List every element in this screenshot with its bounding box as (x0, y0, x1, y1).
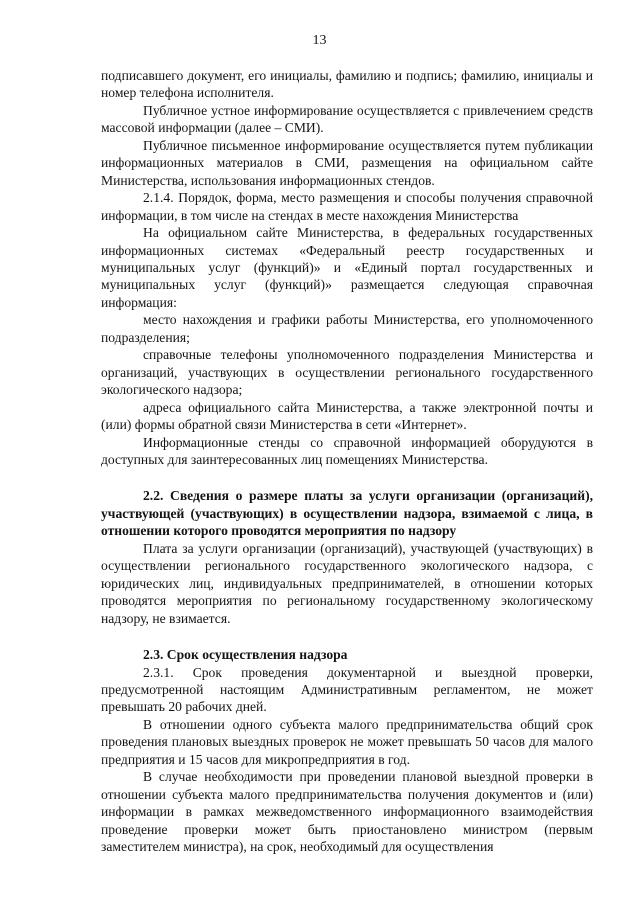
paragraph-info-stands: Информационные стенды со справочной информацией оборудуются в доступных для заинтересованных лиц помещениях Министерства. (101, 434, 593, 467)
list-item-addresses: адреса официального сайта Министерства, а также электронной почты и (или) формы обратной связи Министерства в сети «Интернет». (101, 399, 593, 433)
section-spacer (101, 468, 593, 487)
paragraph-oral-information: Публичное устное информирование осуществляется с привлечением средств массовой информации (далее – СМИ). (101, 102, 593, 136)
paragraph-2-1-4: 2.1.4. Порядок, форма, место размещения и способы получения справочной информации, в том числе на стендах в месте нахождения Министерства (101, 190, 593, 223)
page-number: 13 (312, 33, 327, 48)
section-heading-2-2: 2.2. Сведения о размере платы за услуги организации (организаций), участвующей (участвующих) в осуществлении надзора, взимаемой с лица, в отношении которого проводятся мероприятия по надзору (101, 488, 593, 539)
list-item-phones: справочные телефоны уполномоченного подразделения Министерства и организаций, участвующих в осуществлении регионального государственного экологического надзора; (101, 347, 593, 398)
paragraph-small-business: В отношении одного субъекта малого предпринимательства общий срок проведения плановых выездных проверок не может превышать 50 часов для малого предприятия и 15 часов для микропредприятия в год. (101, 716, 593, 767)
section-heading-2-3: 2.3. Срок осуществления надзора (143, 647, 348, 663)
paragraph-fee: Плата за услуги организации (организаций), участвующей (участвующих) в осуществлении регионального государственного экологического надзора, с юридических лиц, индивидуальных предпринимателей, в отношении которых проводятся мероприятия по региональному государственному экологическому надзору, не взимается. (101, 540, 593, 626)
paragraph-suspension: В случае необходимости при проведении плановой выездной проверки в отношении субъекта малого предпринимательства получения документов и (или) информации в рамках межведомственного информационного взаимодействия проведение проверки может быть приостановлено министром (первым заместителем министра), на срок, необходимый для осуществления (101, 769, 593, 855)
document-body (101, 67, 593, 855)
paragraph-signatory-details: подписавшего документ, его инициалы, фамилию и подпись; фамилию, инициалы и номер телефона исполнителя. (101, 68, 593, 101)
paragraph-written-information: Публичное письменное информирование осуществляется путем публикации информационных материалов в СМИ, размещения на официальном сайте Министерства, использования информационных стендов. (101, 137, 593, 188)
paragraph-official-website: На официальном сайте Министерства, в федеральных государственных информационных системах «Федеральный реестр государственных и муниципальных услуг (функций)» и «Единый портал государственных и муниципальных услуг (функций)» размещается следующая справочная информация: (101, 225, 593, 310)
paragraph-2-3-1: 2.3.1. Срок проведения документарной и выездной проверки, предусмотренной настоящим Административным регламентом, не может превышать 20 рабочих дней. (101, 664, 593, 715)
list-item-location: место нахождения и графики работы Министерства, его уполномоченного подразделения; (101, 312, 593, 345)
section-spacer (101, 627, 593, 646)
